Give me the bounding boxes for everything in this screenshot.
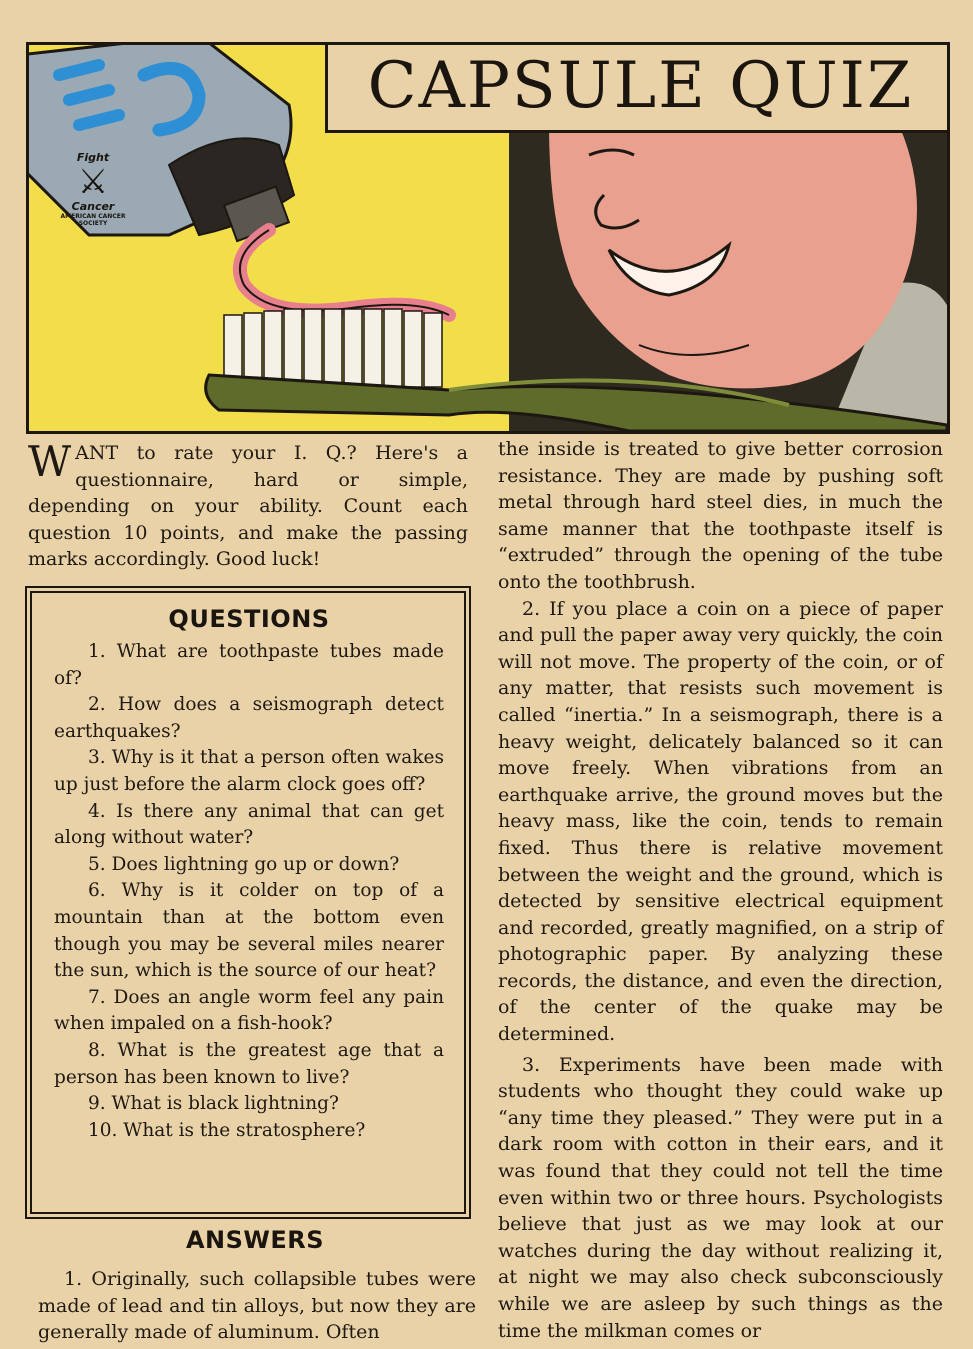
answers-column — [498, 436, 943, 1344]
questions-heading: QUESTIONS — [168, 605, 330, 633]
question-item: 6. Why is it colder on top of a mountain than at the bottom even though you may be several miles nearer the sun, which is the source of our heat? — [54, 880, 444, 982]
fight-cancer-logo — [53, 151, 133, 271]
question-item: 4. Is there any animal that can get along without water? — [54, 800, 444, 849]
questions-list — [54, 639, 444, 1144]
fight-cancer-logo-bottom-text: Cancer — [71, 200, 115, 213]
answer-1-continuation: the inside is treated to give better corrosion resistance. They are made by pushing soft metal through hard steel dies, in much the same manner that the toothpaste itself is “extruded” through the opening of the tube onto the toothbrush. — [498, 438, 943, 593]
intro-paragraph — [28, 437, 468, 573]
title-box — [325, 42, 950, 133]
question-item: 5. Does lightning go up or down? — [88, 853, 400, 875]
question-item: 8. What is the greatest age that a person has been known to live? — [54, 1039, 444, 1088]
answer-1-start: 1. Originally, such collapsible tubes were made of lead and tin alloys, but now they are generally made of aluminum. Often — [38, 1268, 476, 1344]
bristles — [224, 309, 442, 387]
intro-dropcap: W — [28, 437, 72, 486]
question-item: 1. What are toothpaste tubes made of? — [54, 641, 444, 689]
cancer-sword-icon: ⚔ — [77, 162, 109, 202]
question-item: 10. What is the stratosphere? — [88, 1119, 366, 1141]
questions-box — [30, 591, 466, 1214]
answers-heading: ANSWERS — [185, 1226, 325, 1254]
answer-3: 3. Experiments have been made with students who thought they could wake up “any time they pleased.” They were put in a dark room with cotton in their ears, and it was found that they could not tell the time even within two or three hours. Psychologists believe that just as we may look at our watches during the day without realizing it, at night we may also check subconsciously while we are asleep by such things as the time the milkman comes or — [498, 1053, 943, 1342]
answer-2: 2. If you place a coin on a piece of paper and pull the paper away very quickly, the coin will not move. The property of the coin, or of any matter, that resists such movement is called “inertia.” In a seismograph, there is a heavy weight, delicately balanced so it can move freely. When vibrations from an earthquake arrive, the ground moves but the heavy mass, like the coin, tends to remain fixed. Thus there is relative movement between the weight and the ground, which is detected by sensitive electrical equipment and recorded, greatly magnified, on a strip of photographic paper. By analyzing these records, the distance, and even the direction, of the center of the quake may be determined. — [498, 597, 943, 1046]
question-item: 2. How does a seismograph detect earthquakes? — [54, 694, 444, 742]
page-title: CAPSULE QUIZ — [367, 49, 914, 123]
american-cancer-society-text: AMERICAN CANCER SOCIETY — [60, 213, 126, 227]
question-item: 7. Does an angle worm feel any pain when impaled on a fish-hook? — [54, 986, 444, 1035]
intro-text: ANT to rate your I. Q.? Here's a questionnaire, hard or simple, depending on your ability. Count each question 10 points, and make the passing marks accordingly. Good luck! — [28, 442, 468, 571]
question-item: 3. Why is it that a person often wakes up just before the alarm clock goes off? — [54, 747, 444, 795]
fight-cancer-logo-top-text: Fight — [76, 151, 110, 164]
question-item: 9. What is black lightning? — [88, 1093, 339, 1115]
header-illustration-panel — [26, 42, 950, 434]
